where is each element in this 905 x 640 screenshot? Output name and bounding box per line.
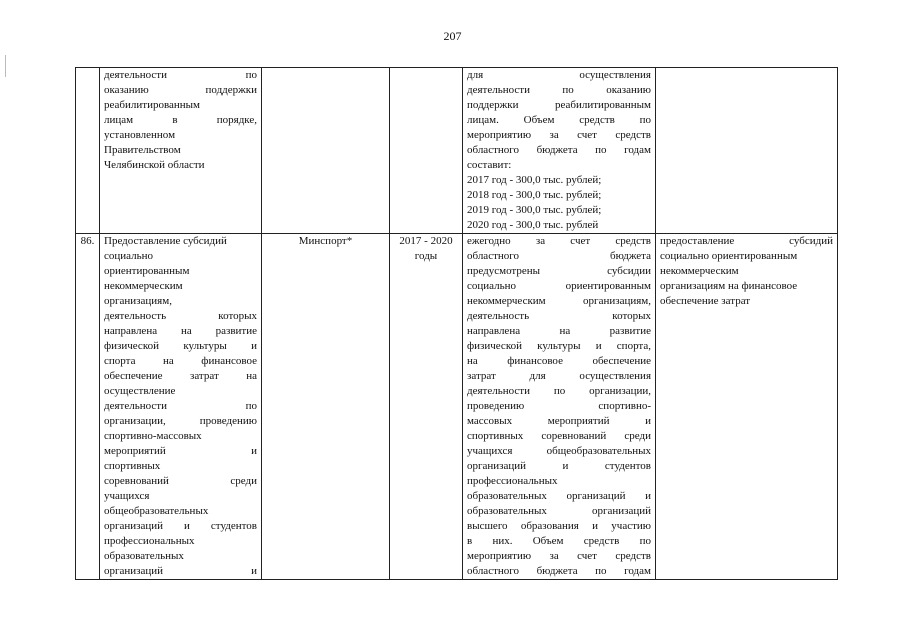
activity-line: деятельность которых xyxy=(104,310,257,322)
description-line: деятельность которых xyxy=(467,310,651,322)
activity-line: организаций и студентов xyxy=(104,520,257,532)
margin-mark xyxy=(5,55,6,77)
description-line: физической культуры и спорта, xyxy=(467,340,651,352)
description-line: лицам. Объем средств по xyxy=(467,114,651,126)
activity-line: профессиональных xyxy=(104,535,195,547)
activity-line: физической культуры и xyxy=(104,340,257,352)
description-line: ежегодно за счет средств xyxy=(467,235,651,247)
description-line: в них. Объем средств по xyxy=(467,535,651,547)
table-row xyxy=(76,234,838,580)
description-line: областного бюджета xyxy=(467,250,651,262)
description-line: организаций и студентов xyxy=(467,460,651,472)
description-line: деятельности по оказанию xyxy=(467,84,651,96)
activity-line: деятельности по xyxy=(104,400,257,412)
page-number: 207 xyxy=(443,29,462,43)
description-line: проведению спортивно- xyxy=(467,400,651,412)
description-line: массовых мероприятий и xyxy=(467,415,651,427)
description-line: областного бюджета по годам xyxy=(467,565,651,577)
description-line: профессиональных xyxy=(467,475,558,487)
period-line: 2017 - 2020 xyxy=(399,235,453,247)
description-line: для осуществления xyxy=(467,69,651,81)
period-cell xyxy=(390,234,463,580)
executor-cell: Минспорт* xyxy=(262,234,390,580)
description-line: деятельности по организации, xyxy=(467,385,651,397)
activity-cell xyxy=(100,68,262,234)
description-line: 2017 год - 300,0 тыс. рублей; xyxy=(467,174,602,186)
result-line: предоставление субсидий xyxy=(660,235,833,247)
row-number-cell xyxy=(76,68,100,234)
activity-line: обеспечение затрат на xyxy=(104,370,257,382)
activity-line: Предоставление субсидий xyxy=(104,235,227,247)
description-line: мероприятию за счет средств xyxy=(467,550,651,562)
activity-line: организаций и xyxy=(104,565,257,577)
description-line: поддержки реабилитированным xyxy=(467,99,651,111)
activity-line: спорта на финансовое xyxy=(104,355,257,367)
description-line: затрат для осуществления xyxy=(467,370,651,382)
activity-line: организации, проведению xyxy=(104,415,257,427)
description-line: образовательных организаций и xyxy=(467,490,651,502)
activity-line: лицам в порядке, xyxy=(104,114,257,126)
description-line: 2019 год - 300,0 тыс. рублей; xyxy=(467,204,602,216)
description-cell xyxy=(463,234,656,580)
table-row xyxy=(76,68,838,234)
description-line: мероприятию за счет средств xyxy=(467,129,651,141)
program-table xyxy=(75,67,838,580)
activity-line: ориентированным xyxy=(104,265,190,277)
activity-line: реабилитированным xyxy=(104,99,201,111)
activity-line: спортивно-массовых xyxy=(104,430,202,442)
activity-line: некоммерческим xyxy=(104,280,183,292)
result-line: социально ориентированным xyxy=(660,250,798,262)
activity-line: учащихся xyxy=(104,490,150,502)
activity-line: спортивных xyxy=(104,460,161,472)
activity-line: Челябинской области xyxy=(104,159,205,171)
period-line: годы xyxy=(414,250,438,262)
description-line: учащихся общеобразовательных xyxy=(467,445,651,457)
description-line: на финансовое обеспечение xyxy=(467,355,651,367)
period-cell xyxy=(390,68,463,234)
result-line: некоммерческим xyxy=(660,265,739,277)
activity-line: осуществление xyxy=(104,385,176,397)
result-line: организациям на финансовое xyxy=(660,280,798,292)
result-line: обеспечение затрат xyxy=(660,295,751,307)
activity-line: деятельности по xyxy=(104,69,257,81)
description-cell xyxy=(463,68,656,234)
description-line: 2020 год - 300,0 тыс. рублей xyxy=(467,219,599,231)
activity-line: мероприятий и xyxy=(104,445,257,457)
activity-line: Правительством xyxy=(104,144,181,156)
activity-line: социально xyxy=(104,250,154,262)
result-cell xyxy=(656,68,838,234)
activity-line: организациям, xyxy=(104,295,172,307)
row-number-cell: 86. xyxy=(76,234,100,580)
activity-line: установленном xyxy=(104,129,176,141)
activity-line: оказанию поддержки xyxy=(104,84,257,96)
executor-cell xyxy=(262,68,390,234)
description-line: областного бюджета по годам xyxy=(467,144,651,156)
description-line: предусмотрены субсидии xyxy=(467,265,651,277)
description-line: некоммерческим организациям, xyxy=(467,295,651,307)
activity-line: соревнований среди xyxy=(104,475,257,487)
description-line: образовательных организаций xyxy=(467,505,651,517)
description-line: социально ориентированным xyxy=(467,280,651,292)
description-line: 2018 год - 300,0 тыс. рублей; xyxy=(467,189,602,201)
activity-cell xyxy=(100,234,262,580)
activity-line: направлена на развитие xyxy=(104,325,257,337)
description-line: направлена на развитие xyxy=(467,325,651,337)
description-line: высшего образования и участию xyxy=(467,520,651,532)
activity-line: общеобразовательных xyxy=(104,505,209,517)
activity-line: образовательных xyxy=(104,550,184,562)
description-line: составит: xyxy=(467,159,512,171)
description-line: спортивных соревнований среди xyxy=(467,430,651,442)
result-cell xyxy=(656,234,838,580)
